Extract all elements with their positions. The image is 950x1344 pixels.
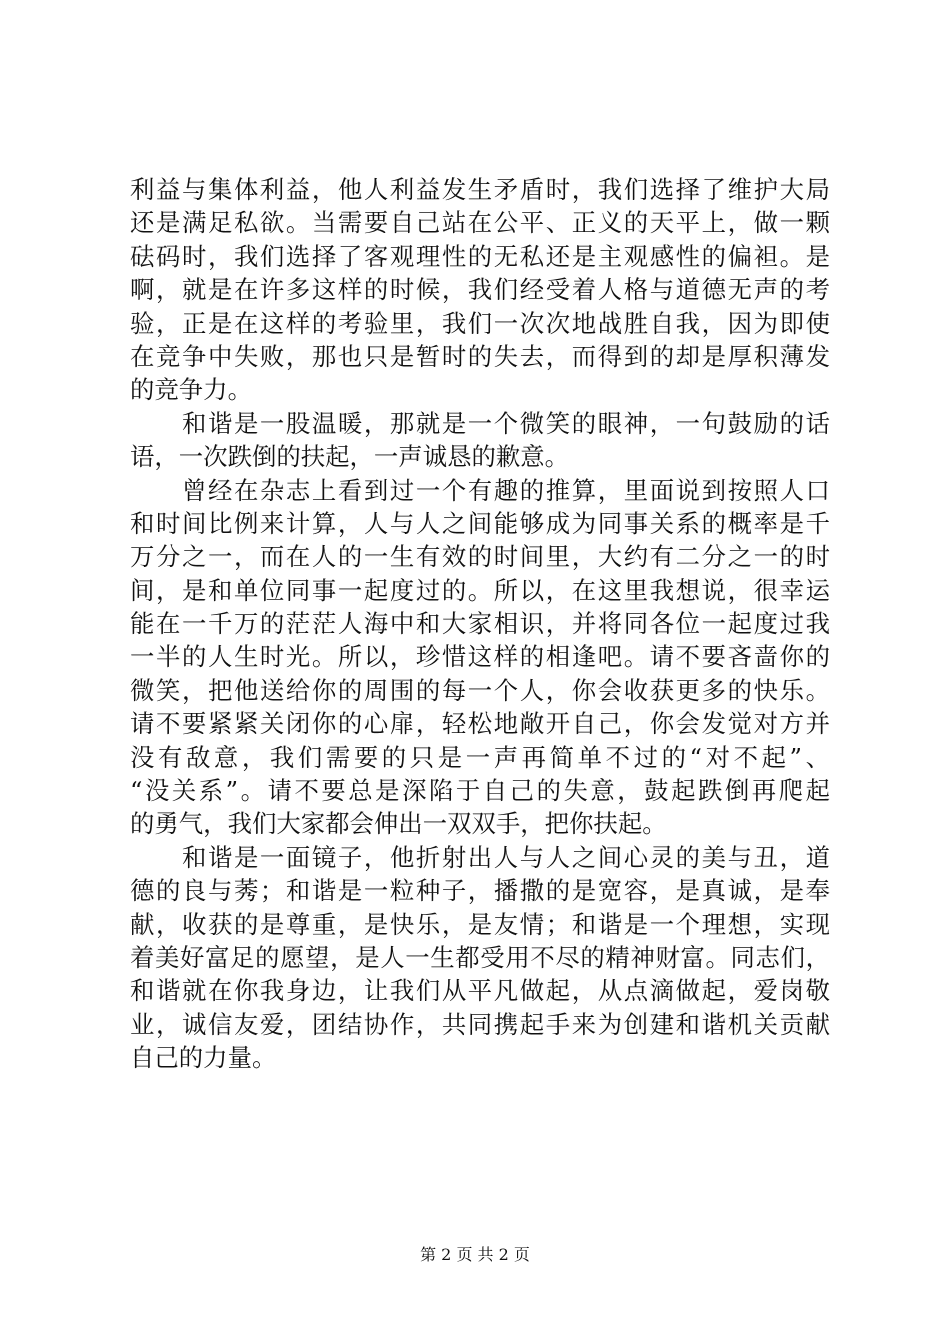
document-body	[130, 173, 830, 1075]
text-line: 一半的人生时光。所以，珍惜这样的相逢吧。请不要吝啬你的	[130, 642, 830, 672]
text-line: 德的良与莠；和谐是一粒种子，播撒的是宽容，是真诚，是奉	[130, 876, 830, 906]
page-footer: 第 2 页 共 2 页	[420, 1245, 530, 1264]
text-line: 语，一次跌倒的扶起，一声诚恳的歉意。	[130, 442, 570, 472]
text-line: 微笑，把他送给你的周围的每一个人，你会收获更多的快乐。	[130, 675, 830, 705]
text-line: 自己的力量。	[130, 1043, 277, 1073]
text-line: 和谐就在你我身边，让我们从平凡做起，从点滴做起，爱岗敬	[130, 976, 830, 1006]
text-line: 没有敌意，我们需要的只是一声再简单不过的“对不起”、	[130, 742, 830, 772]
text-line: 万分之一，而在人的一生有效的时间里，大约有二分之一的时	[130, 542, 830, 572]
text-line: 曾经在杂志上看到过一个有趣的推算，里面说到按照人口	[130, 475, 830, 505]
text-line: 间，是和单位同事一起度过的。所以，在这里我想说，很幸运	[130, 575, 830, 605]
text-line: 还是满足私欲。当需要自己站在公平、正义的天平上，做一颗	[130, 208, 830, 238]
text-line: 啊，就是在许多这样的时候，我们经受着人格与道德无声的考	[130, 275, 830, 305]
text-line: 业，诚信友爱，团结协作，共同携起手来为创建和谐机关贡献	[130, 1009, 830, 1039]
text-line: 和时间比例来计算，人与人之间能够成为同事关系的概率是千	[130, 508, 830, 538]
text-line: 请不要紧紧关闭你的心扉，轻松地敞开自己，你会发觉对方并	[130, 709, 830, 739]
text-line: 验，正是在这样的考验里，我们一次次地战胜自我，因为即使	[130, 308, 830, 338]
text-line: 能在一千万的茫茫人海中和大家相识，并将同各位一起度过我	[130, 609, 830, 639]
text-line: 着美好富足的愿望，是人一生都受用不尽的精神财富。同志们，	[130, 942, 830, 972]
text-line: 的勇气，我们大家都会伸出一双双手，把你扶起。	[130, 809, 667, 839]
text-line: 的竞争力。	[130, 375, 252, 405]
text-line: 献，收获的是尊重，是快乐，是友情；和谐是一个理想，实现	[130, 909, 830, 939]
text-line: 在竞争中失败，那也只是暂时的失去，而得到的却是厚积薄发	[130, 341, 830, 371]
text-line: “没关系”。请不要总是深陷于自己的失意，鼓起跌倒再爬起	[130, 776, 830, 806]
text-line: 和谐是一面镜子，他折射出人与人之间心灵的美与丑，道	[130, 842, 830, 872]
text-line: 利益与集体利益，他人利益发生矛盾时，我们选择了维护大局	[130, 175, 830, 204]
text-line: 和谐是一股温暖，那就是一个微笑的眼神，一句鼓励的话	[130, 408, 830, 438]
text-line: 砝码时，我们选择了客观理性的无私还是主观感性的偏袒。是	[130, 241, 830, 271]
